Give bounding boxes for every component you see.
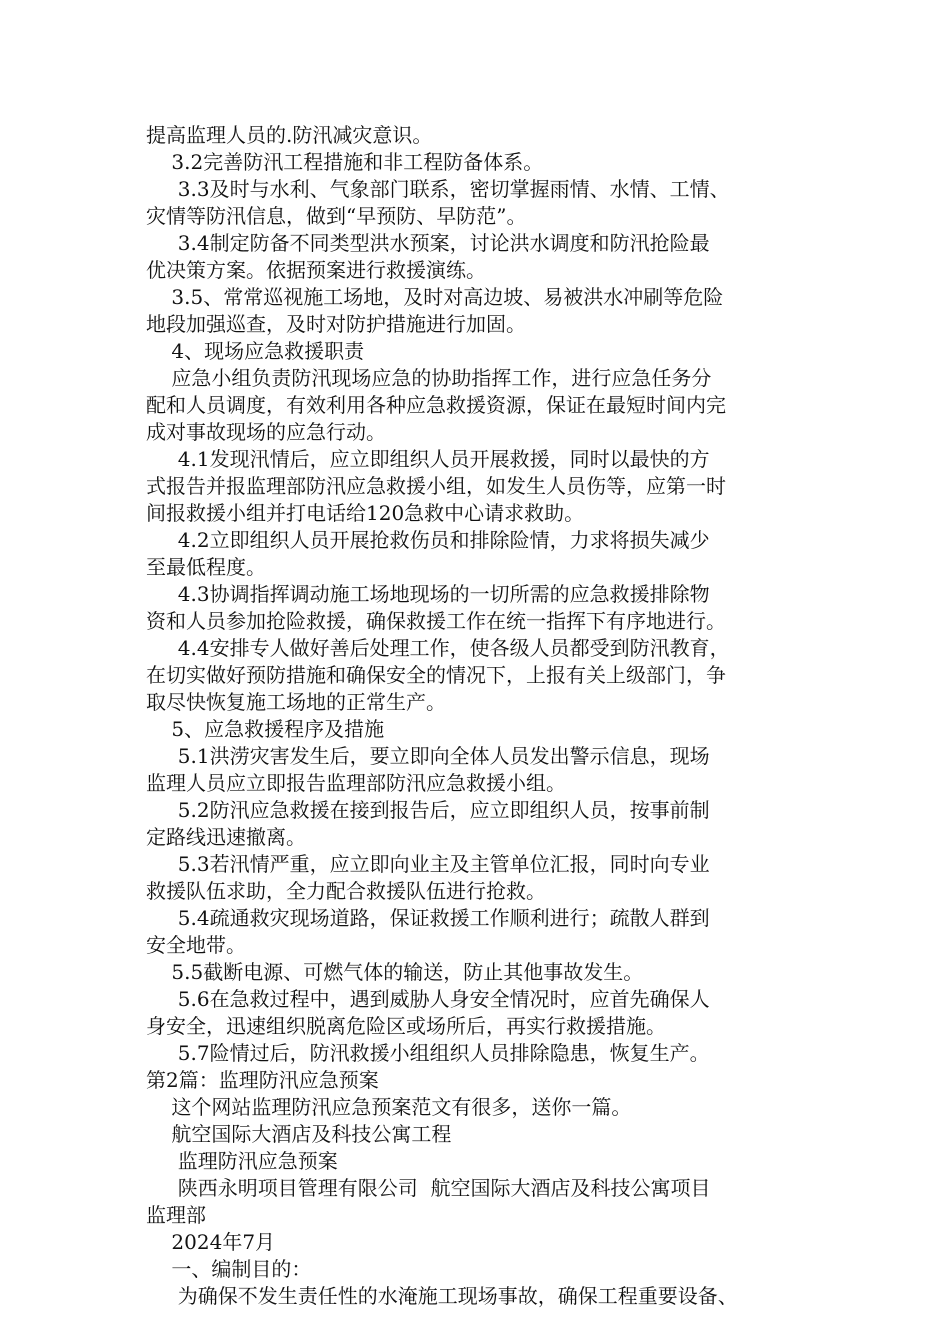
text-line: 5.7险情过后，防汛救援小组组织人员排除隐患，恢复生产。 [146,1041,710,1065]
text-line: 定路线迅速撤离。 [146,825,306,849]
text-line: 为确保不发生责任性的水淹施工现场事故，确保工程重要设备、 [146,1284,738,1308]
text-line: 应急小组负责防汛现场应急的协助指挥工作，进行应急任务分 [146,366,712,390]
text-line: 灾情等防汛信息，做到“早预防、早防范”。 [146,204,527,228]
text-line: 安全地带。 [146,933,246,957]
company-line-cont: 监理部 [146,1203,206,1227]
text-line: 5.3若汛情严重，应立即向业主及主管单位汇报，同时向专业 [146,852,710,876]
text-line: 式报告并报监理部防汛应急救援小组，如发生人员伤等，应第一时 [146,474,726,498]
text-line: 这个网站监理防汛应急预案范文有很多，送你一篇。 [146,1095,632,1119]
text-line: 5.1洪涝灾害发生后，要立即向全体人员发出警示信息，现场 [146,744,710,768]
plan-title: 监理防汛应急预案 [146,1149,338,1173]
text-line: 3.5、常常巡视施工场地，及时对高边坡、易被洪水冲刷等危险 [146,285,724,309]
text-line: 4.1发现汛情后，应立即组织人员开展救援，同时以最快的方 [146,447,710,471]
section-heading: 4、现场应急救援职责 [146,339,365,363]
text-line: 配和人员调度，有效利用各种应急救援资源，保证在最短时间内完 [146,393,726,417]
text-line: 3.4制定防备不同类型洪水预案，讨论洪水调度和防汛抢险最 [146,231,710,255]
text-line: 4.4安排专人做好善后处理工作，使各级人员都受到防汛教育， [146,636,730,660]
text-line: 成对事故现场的应急行动。 [146,420,386,444]
project-title: 航空国际大酒店及科技公寓工程 [146,1122,452,1146]
text-line: 身安全，迅速组织脱离危险区或场所后，再实行救援措施。 [146,1014,666,1038]
text-line: 监理人员应立即报告监理部防汛应急救援小组。 [146,771,566,795]
text-line: 取尽快恢复施工场地的正常生产。 [146,690,446,714]
text-line: 4.2立即组织人员开展抢救伤员和排除险情，力求将损失减少 [146,528,710,552]
text-line: 优决策方案。依据预案进行救援演练。 [146,258,486,282]
text-line: 资和人员参加抢险救援，确保救援工作在统一指挥下有序地进行。 [146,609,726,633]
text-line: 间报救援小组并打电话给120急救中心请求救助。 [146,501,585,525]
section-heading: 5、应急救援程序及措施 [146,717,385,741]
text-line: 3.3及时与水利、气象部门联系，密切掌握雨情、水情、工情、 [146,177,730,201]
text-line: 3.2完善防汛工程措施和非工程防备体系。 [146,150,544,174]
text-line: 5.5截断电源、可燃气体的输送，防止其他事故发生。 [146,960,644,984]
section-heading: 一、编制目的： [146,1257,312,1281]
text-line: 提高监理人员的.防汛减灾意识。 [146,123,433,147]
chapter-heading: 第2篇：监理防汛应急预案 [146,1068,379,1092]
date-line: 2024年7月 [146,1230,276,1254]
text-line: 在切实做好预防措施和确保安全的情况下，上报有关上级部门，争 [146,663,726,687]
text-line: 地段加强巡查，及时对防护措施进行加固。 [146,312,526,336]
text-line: 5.2防汛应急救援在接到报告后，应立即组织人员，按事前制 [146,798,710,822]
text-line: 救援队伍求助，全力配合救援队伍进行抢救。 [146,879,546,903]
text-line: 5.6在急救过程中，遇到威胁人身安全情况时，应首先确保人 [146,987,710,1011]
text-line: 5.4疏通救灾现场道路，保证救援工作顺利进行；疏散人群到 [146,906,710,930]
text-line: 4.3协调指挥调动施工场地现场的一切所需的应急救援排除物 [146,582,710,606]
text-line: 至最低程度。 [146,555,266,579]
company-line: 陕西永明项目管理有限公司 航空国际大酒店及科技公寓项目 [146,1176,711,1200]
